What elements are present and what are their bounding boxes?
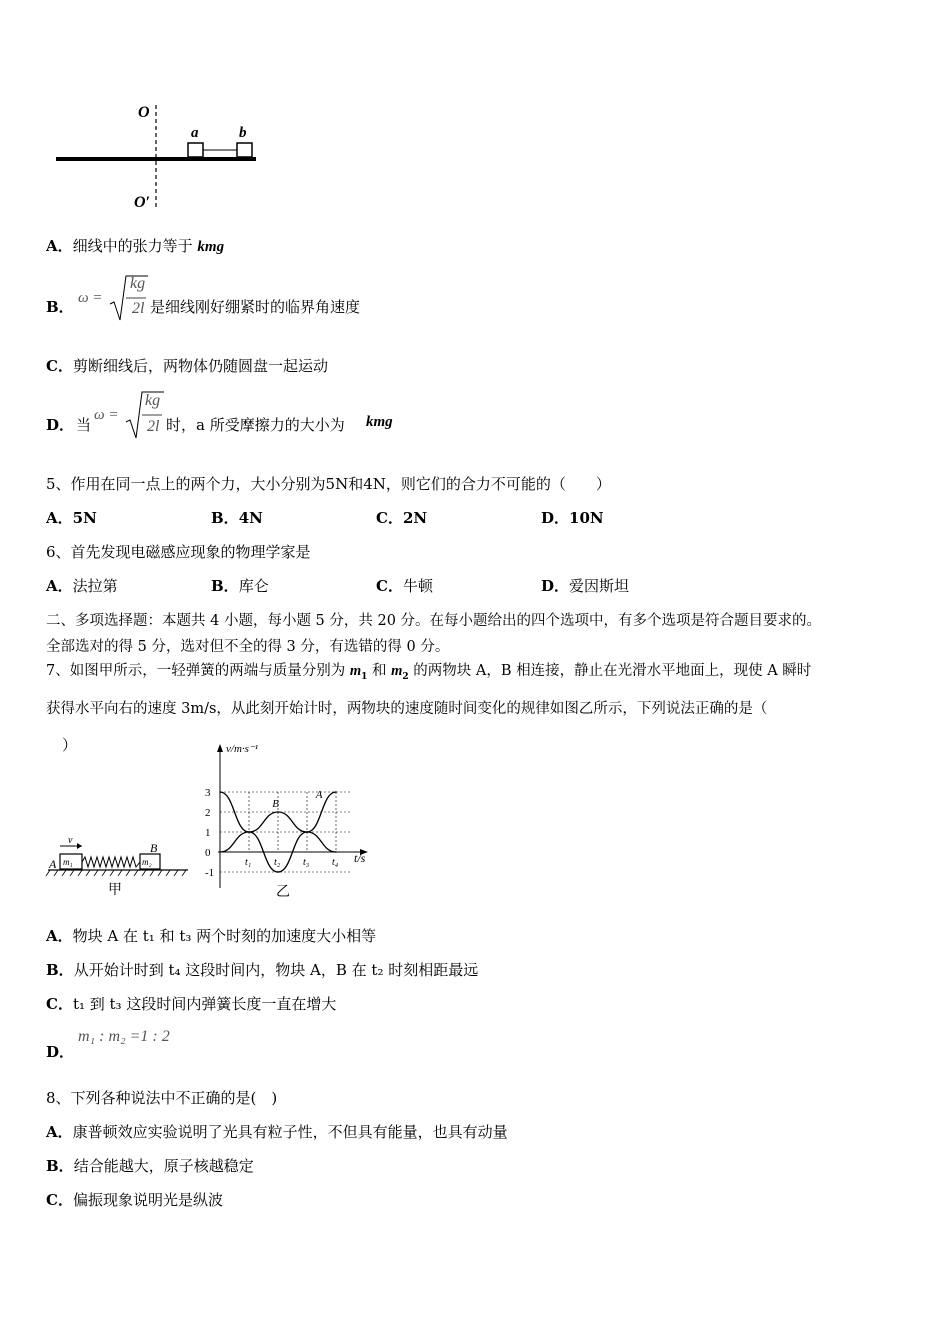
x-tick-label: t₃	[303, 857, 310, 868]
q5-option-b[interactable]: B．4N	[211, 509, 263, 527]
label-B: B	[150, 841, 158, 855]
label-A: A	[49, 857, 57, 871]
q8-option-b[interactable]: B．结合能越大，原子核越稳定	[46, 1157, 254, 1175]
y-axis-arrow	[217, 744, 223, 752]
q6-option-a[interactable]: A．法拉第	[46, 577, 118, 595]
q5-stem: 5、作用在同一点上的两个力，大小分别为5N和4N，则它们的合力不可能的（ ）	[46, 475, 611, 493]
q7-stem-line3: ）	[62, 736, 78, 754]
x-axis-label: t/s	[354, 851, 366, 865]
y-tick-label: 3	[205, 787, 211, 799]
y-tick-label: 2	[205, 807, 211, 819]
caption-jia: 甲	[108, 883, 122, 898]
y-tick-label: 0	[205, 847, 211, 859]
q5-option-d[interactable]: D．10N	[541, 509, 604, 527]
velocity-time-chart	[196, 740, 386, 900]
label-o-prime: O′	[134, 194, 151, 211]
label-m1: m₁	[63, 857, 73, 867]
label-m2: m₂	[142, 857, 152, 867]
data-point-b	[306, 831, 308, 833]
q8-option-c[interactable]: C．偏振现象说明光是纵波	[46, 1191, 223, 1209]
q6-option-c[interactable]: C．牛顿	[376, 577, 433, 595]
data-point-a	[219, 791, 221, 793]
x-tick-label: t₁	[245, 857, 252, 868]
caption-yi: 乙	[276, 885, 290, 900]
x-tick-label: t₂	[274, 857, 281, 868]
q6-option-b[interactable]: B．库仑	[211, 577, 269, 595]
data-point-a	[277, 871, 279, 873]
spring	[82, 857, 140, 867]
q7-stem-line1: 7、如图甲所示，一轻弹簧的两端与质量分别为 $m_1$ 和 $m_2$ 的两物块 A，B 相连接，静止在光滑水平地面上，现使 A 瞬时	[46, 663, 812, 682]
series-label-a: A	[315, 789, 323, 801]
data-point-a	[335, 791, 337, 793]
q7-option-c[interactable]: C．t₁ 到 t₃ 这段时间内弹簧长度一直在增大	[46, 995, 337, 1013]
q4-option-c[interactable]: C．剪断细线后，两物体仍随圆盘一起运动	[46, 357, 328, 375]
y-tick-label: -1	[205, 867, 215, 879]
q6-option-d[interactable]: D．爱因斯坦	[541, 577, 630, 595]
rotating-disc-figure	[50, 95, 270, 215]
data-point-b	[277, 811, 279, 813]
data-point-b	[248, 831, 250, 833]
spring-system-figure	[44, 830, 192, 900]
q4-option-a[interactable]: A．细线中的张力等于 kmg	[46, 237, 225, 255]
label-b: b	[239, 125, 247, 141]
block-a	[188, 143, 203, 157]
label-v: v	[68, 835, 73, 846]
y-axis-label: v/m·s⁻¹	[226, 743, 259, 755]
section2-line1: 二、多项选择题：本题共 4 小题，每小题 5 分，共 20 分。在每小题给出的四个选项中，有多个选项是符合题目要求的。	[46, 613, 822, 629]
q7-stem-line2: 获得水平向右的速度 3m/s，从此刻开始计时，两物块的速度随时间变化的规律如图乙所示，下列说法正确的是（	[46, 701, 768, 717]
label-a: a	[191, 125, 199, 141]
data-point-b	[335, 851, 337, 853]
q7-option-b[interactable]: B．从开始计时到 t₄ 这段时间内，物块 A，B 在 t₂ 时刻相距最远	[46, 961, 479, 979]
q6-stem: 6、首先发现电磁感应现象的物理学家是	[46, 543, 311, 561]
data-point-b	[219, 851, 221, 853]
block-b	[237, 143, 252, 157]
ground-hatching	[46, 870, 186, 876]
y-tick-label: 1	[205, 827, 211, 839]
q5-option-a[interactable]: A．5N	[46, 509, 97, 527]
x-tick-label: t₄	[332, 857, 339, 868]
series-label-b: B	[272, 798, 279, 810]
section2-line2: 全部选对的得 5 分，选对但不全的得 3 分，有选错的得 0 分。	[46, 639, 450, 655]
label-o: O	[138, 104, 150, 121]
q5-option-c[interactable]: C．2N	[376, 509, 428, 527]
q7-option-a[interactable]: A．物块 A 在 t₁ 和 t₃ 两个时刻的加速度大小相等	[46, 927, 377, 945]
q8-stem: 8、下列各种说法中不正确的是( )	[46, 1089, 278, 1107]
q8-option-a[interactable]: A．康普顿效应实验说明了光具有粒子性，不但具有能量，也具有动量	[46, 1123, 508, 1141]
